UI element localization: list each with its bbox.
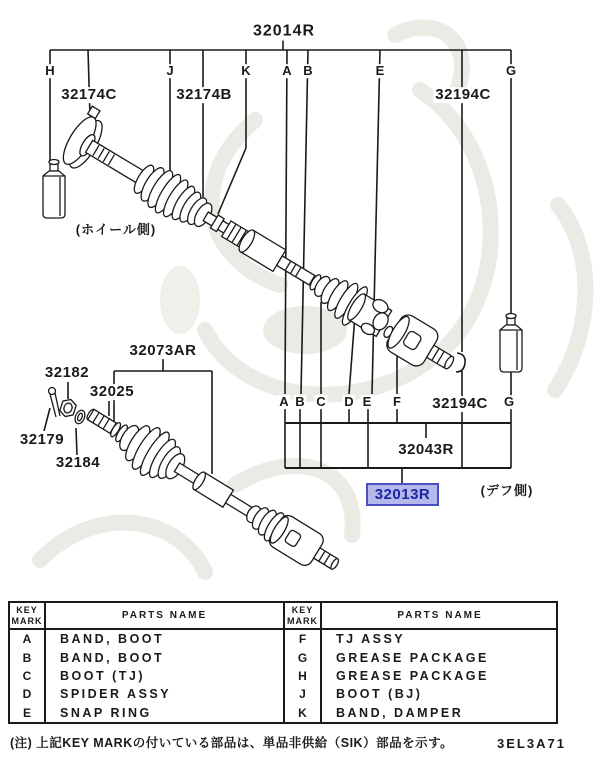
- nut-drawing: [59, 397, 78, 418]
- table-part-name: GREASE PACKAGE: [336, 650, 489, 665]
- table-part-name: BOOT (BJ): [336, 687, 423, 702]
- table-part-name: SPIDER ASSY: [46, 685, 285, 703]
- table-part-name: BAND, BOOT: [46, 630, 285, 648]
- key-mark-top-b: B: [303, 63, 313, 79]
- table-key-mark: A: [10, 630, 46, 648]
- table-part-name: BAND, DAMPER: [336, 705, 464, 720]
- key-mark-mid-g: G: [503, 394, 515, 410]
- key-header-line2: MARK: [11, 615, 43, 626]
- selected-part-number-32013r[interactable]: 32013R: [366, 483, 439, 506]
- table-part-name: BAND, BOOT: [46, 648, 285, 666]
- table-key-mark: E: [10, 704, 46, 722]
- footnote: (注) 上記KEY MARKの付いている部品は、単品非供給（SIK）部品を示す。: [10, 736, 454, 750]
- assembly-part-number: 32014R: [252, 22, 316, 40]
- key-mark-top-e: E: [375, 63, 385, 79]
- table-key-mark: H: [285, 667, 322, 685]
- table-key-mark: F: [285, 630, 322, 648]
- drawing-code: 3EL3A71: [497, 736, 566, 751]
- table-key-mark: D: [10, 685, 46, 703]
- table-key-mark: J: [285, 685, 322, 703]
- table-header-key-mark: [285, 603, 322, 630]
- grease-bottle-icon: [43, 160, 65, 219]
- table-part-name: TJ ASSY: [336, 632, 406, 647]
- part-label-32073ar: 32073AR: [129, 342, 197, 360]
- wheel-side-label: (ホイール側): [75, 222, 157, 238]
- grease-bottle-icon: [500, 314, 522, 373]
- part-label-32194c-mid: 32194C: [432, 395, 488, 413]
- key-header-line1: KEY: [291, 604, 314, 615]
- table-header-parts-name: PARTS NAME: [46, 603, 285, 630]
- key-mark-mid-f: F: [393, 394, 401, 410]
- table-key-mark: C: [10, 667, 46, 685]
- key-mark-table: [8, 601, 558, 724]
- part-label-32184: 32184: [55, 454, 101, 472]
- key-mark-mid-a: A: [279, 394, 289, 410]
- key-mark-top-a: A: [282, 63, 292, 79]
- key-mark-mid-d: D: [344, 394, 354, 410]
- upper-driveshaft-drawing: [57, 105, 470, 388]
- table-key-mark: K: [285, 704, 322, 722]
- part-label-32194c-top: 32194C: [435, 86, 491, 104]
- key-mark-mid-c: C: [316, 394, 326, 410]
- table-part-name: SNAP RING: [46, 704, 285, 722]
- cotter-pin-drawing: [49, 388, 61, 418]
- key-mark-top-j: J: [166, 63, 174, 79]
- key-header-line2: MARK: [287, 615, 318, 626]
- part-label-32025: 32025: [89, 383, 135, 401]
- table-part-name: GREASE PACKAGE: [336, 668, 489, 683]
- part-label-32174c: 32174C: [61, 86, 117, 104]
- part-label-32182: 32182: [44, 364, 90, 382]
- key-header-line1: KEY: [16, 604, 38, 615]
- table-part-name: BOOT (TJ): [46, 667, 285, 685]
- key-mark-top-k: K: [241, 63, 251, 79]
- key-mark-top-h: H: [45, 63, 55, 79]
- part-label-32043r: 32043R: [398, 441, 454, 459]
- diff-side-label: (デフ側): [480, 483, 534, 499]
- part-label-32174b: 32174B: [176, 86, 232, 104]
- key-mark-mid-e: E: [362, 394, 372, 410]
- table-key-mark: B: [10, 648, 46, 666]
- table-header-parts-name: PARTS NAME: [322, 603, 558, 630]
- washer-drawing: [73, 409, 87, 425]
- key-mark-mid-b: B: [295, 394, 305, 410]
- part-label-32179: 32179: [19, 431, 65, 449]
- key-mark-top-g: G: [505, 63, 517, 79]
- table-key-mark: G: [285, 648, 322, 666]
- table-header-key-mark: [10, 603, 46, 630]
- snap-ring-hook-icon: [456, 353, 465, 372]
